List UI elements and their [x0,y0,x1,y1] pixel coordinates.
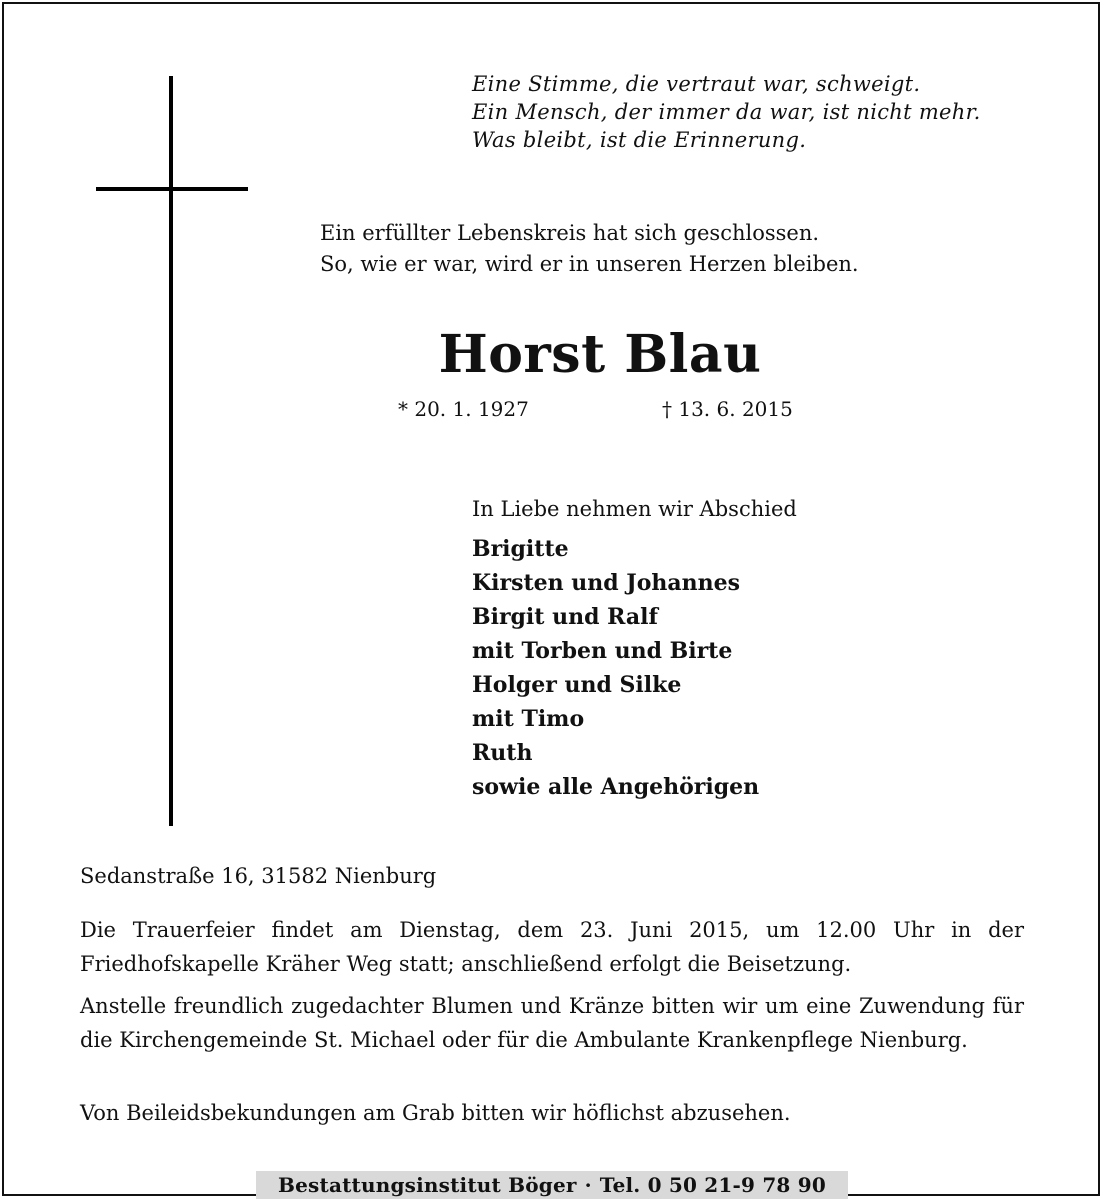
mourner-name: Holger und Silke [472,672,682,698]
intro-line: So, wie er war, wird er in unseren Herzen bleiben. [320,252,859,276]
funeral-home-name: Bestattungsinstitut Böger [278,1173,577,1197]
mourner-name: sowie alle Angehörigen [472,774,760,800]
address: Sedanstraße 16, 31582 Nienburg [80,864,437,888]
deceased-name: Horst Blau [438,324,762,385]
mourner-name: Kirsten und Johannes [472,570,741,596]
mourner-name: Brigitte [472,536,569,562]
funeral-home-footer [256,1171,848,1199]
poem-line: Was bleibt, ist die Erinnerung. [472,128,807,152]
intro-text [320,218,859,280]
mourners-heading: In Liebe nehmen wir Abschied [472,497,797,521]
death-date: † 13. 6. 2015 [662,397,793,421]
intro-line: Ein erfüllter Lebenskreis hat sich geschlossen. [320,221,820,245]
funeral-home-phone: Tel. 0 50 21-9 78 90 [599,1173,826,1197]
mourner-name: Ruth [472,740,533,766]
footer-separator: · [584,1173,592,1197]
condolence-paragraph: Von Beileidsbekundungen am Grab bitten wir höflichst abzusehen. [80,1101,791,1125]
birth-date: * 20. 1. 1927 [398,397,529,421]
cross-horizontal-bar [96,187,248,191]
mourner-name: mit Timo [472,706,585,732]
poem-line: Ein Mensch, der immer da war, ist nicht mehr. [472,100,981,124]
donation-paragraph: Anstelle freundlich zugedachter Blumen und Kränze bitten wir um eine Zuwendung für die Kirchengemeinde St. Michael oder für die Ambulante Krankenpflege Nienburg. [80,994,1024,1052]
mourners-list [472,532,759,804]
poem-line: Eine Stimme, die vertraut war, schweigt. [472,72,921,96]
mourner-name: Birgit und Ralf [472,604,659,630]
poem [472,70,981,154]
mourner-name: mit Torben und Birte [472,638,733,664]
funeral-info-paragraph: Die Trauerfeier findet am Dienstag, dem 23. Juni 2015, um 12.00 Uhr in der Friedhofskapelle Kräher Weg statt; anschließend erfolgt die Beisetzung. [80,918,1024,976]
